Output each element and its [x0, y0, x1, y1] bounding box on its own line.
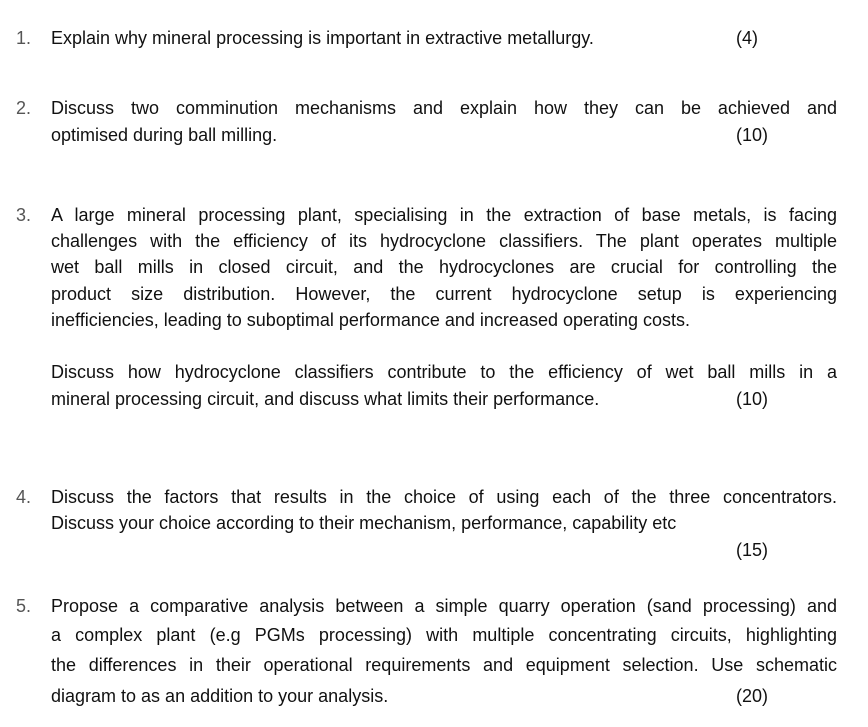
question-marks: (10) — [736, 389, 769, 409]
question-text-line: product size distribution. However, the current hydrocyclone setup is experiencing — [51, 284, 837, 304]
question-number: 3. — [16, 205, 32, 225]
question-number: 5. — [16, 596, 32, 616]
question-text-line: wet ball mills in closed circuit, and the hydrocyclones are crucial for controlling the — [51, 257, 837, 277]
question-number: 2. — [16, 98, 32, 118]
question-marks: (10) — [736, 125, 769, 145]
question-number: 1. — [16, 28, 32, 48]
question-text-line: Propose a comparative analysis between a simple quarry operation (sand processing) and — [51, 596, 837, 616]
question-text-line: mineral processing circuit, and discuss what limits their performance. — [51, 389, 600, 409]
question-text-line: A large mineral processing plant, specialising in the extraction of base metals, is facing — [51, 205, 837, 225]
question-text-line: diagram to as an addition to your analysis. — [51, 686, 389, 706]
question-text-line: Discuss two comminution mechanisms and explain how they can be achieved and — [51, 98, 837, 118]
question-text-line: Discuss the factors that results in the choice of using each of the three concentrators. — [51, 487, 837, 507]
question-marks: (15) — [736, 540, 769, 560]
question-text-line: the differences in their operational requirements and equipment selection. Use schematic — [51, 655, 837, 675]
question-marks: (4) — [736, 28, 758, 48]
question-text-line: a complex plant (e.g PGMs processing) with multiple concentrating circuits, highlighting — [51, 625, 837, 645]
question-text-line: Explain why mineral processing is important in extractive metallurgy. — [51, 28, 594, 48]
question-marks: (20) — [736, 686, 769, 706]
question-text-line: Discuss how hydrocyclone classifiers contribute to the efficiency of wet ball mills in a — [51, 362, 837, 382]
question-number: 4. — [16, 487, 32, 507]
question-text-line: optimised during ball milling. — [51, 125, 278, 145]
question-text-line: Discuss your choice according to their mechanism, performance, capability etc — [51, 513, 677, 533]
question-text-line: inefficiencies, leading to suboptimal performance and increased operating costs. — [51, 310, 691, 330]
question-text-line: challenges with the efficiency of its hydrocyclone classifiers. The plant operates multiple — [51, 231, 837, 251]
